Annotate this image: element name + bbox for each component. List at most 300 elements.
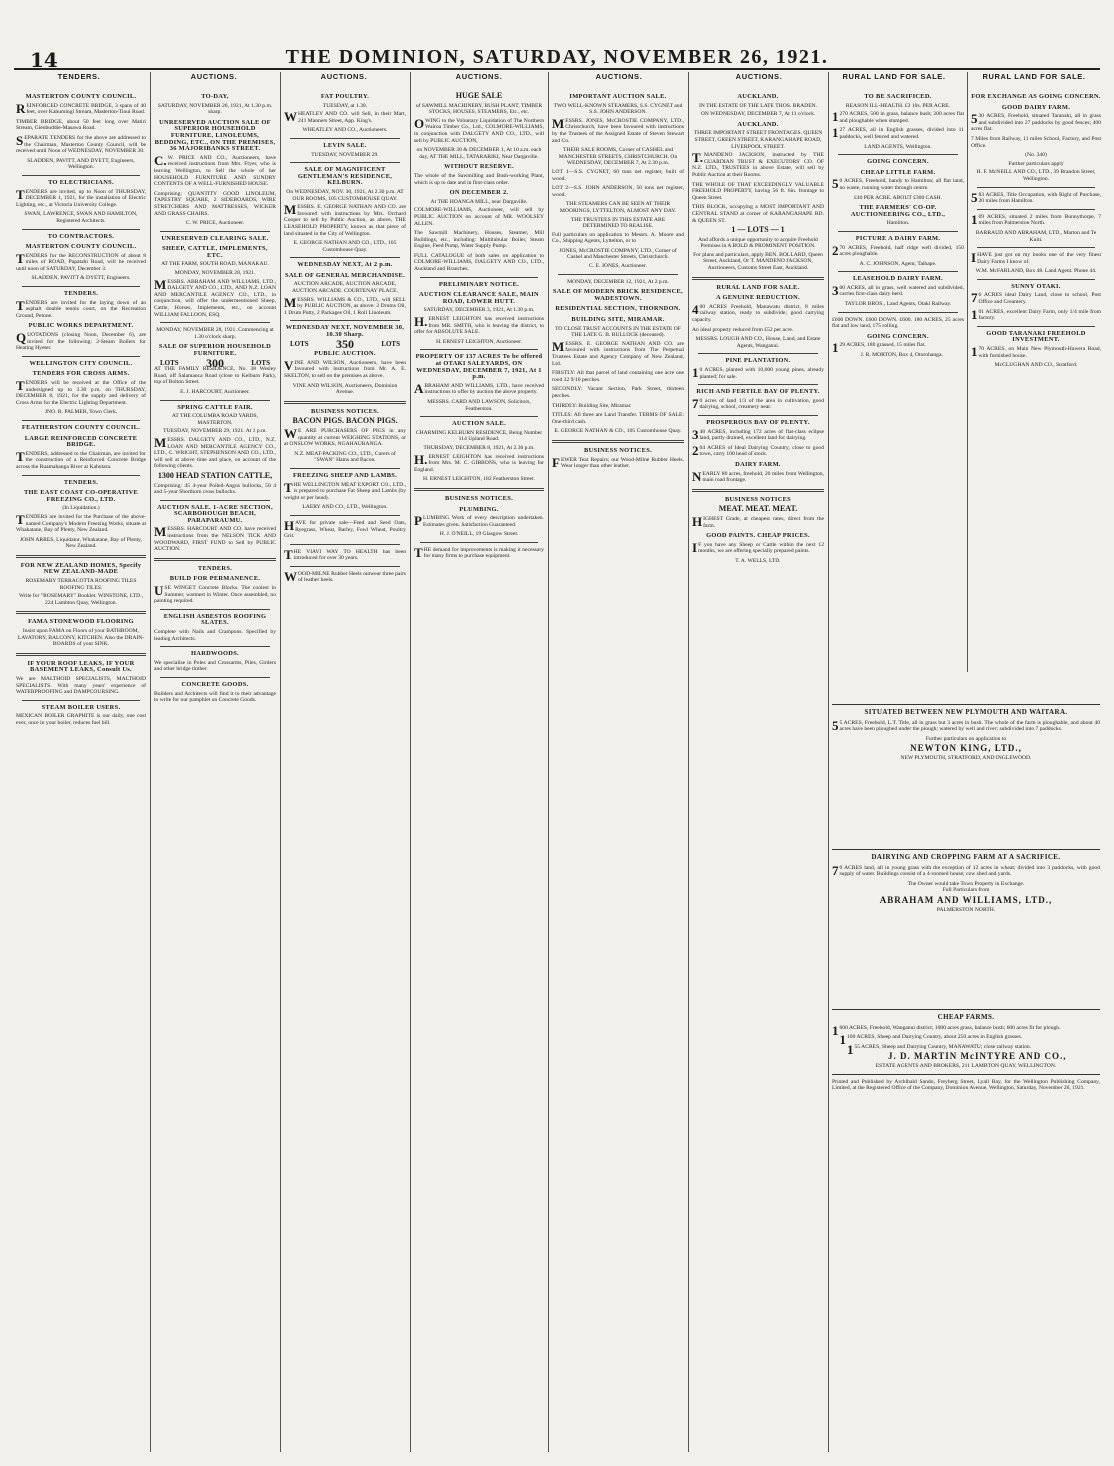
column-auctions-2 (284, 90, 406, 1450)
ad-text: Comprising: QUANTITY GOOD LINOLEUM, TAPESTRY SQUARE, 2 SIDEBOARDS, WIRE STRETCHERS AND MATTRESSES, WICKER AND GRASS CHAIRS. (154, 190, 276, 217)
ad-text: 1270 ACRES, 500 in grass, balance bush; 200 acres flat and ploughable when stumped. (832, 109, 964, 125)
section-head-rural-2: RURAL LAND FOR SALE. (982, 72, 1086, 81)
ad-heading: STEAM BOILER USERS. (41, 703, 121, 711)
ad-text: PALMERSTON NORTH. (936, 906, 996, 913)
ad-text: MONDAY, NOVEMBER 28, 1921. Commencing at 1.30 o'clock sharp. (156, 327, 274, 340)
ad-text: MESSRS. E. GEORGE NATHAN AND CO. are favoured with instructions from The Perpetual Trustees Estate and Agency Company of New Zealand, Ltd. (552, 338, 684, 367)
ad-heading: FAT POULTRY. (320, 93, 370, 100)
ad-display-line: BACON PIGS. BACON PIGS. (292, 416, 398, 426)
ad-heading: DAIRY FARM. (735, 460, 781, 468)
ad-heading: PRELIMINARY NOTICE. (438, 280, 520, 288)
divider (977, 279, 1095, 280)
ad-text: AT THE FARM, SOUTH ROAD, MANAKAU. (161, 261, 269, 268)
ad-text: Complete with Nails and Crampons. Specified by leading Architects. (154, 629, 276, 642)
ad-text: Further particulars apply (1008, 160, 1064, 167)
ad-text: 70 ACRES land, all in young grass with the exception of 12 acres in wheat; divided into 3 paddocks, with good supply of water. Buildings consist of a 4-roomed house; cow shed and yards. (832, 862, 1100, 878)
ad-text: THIRDLY: Building Site, Miramar. (552, 402, 632, 409)
column-rule (280, 72, 281, 1452)
ad-heading: BUSINESS NOTICES (724, 495, 792, 503)
lots-banner (154, 355, 276, 370)
divider (977, 326, 1095, 327)
ad-heading: ENGLISH ASBESTOS ROOFING SLATES. (163, 612, 267, 627)
ad-text: 55 ACRES, Freehold, L.T. Title, all in grass but 3 acres in bush. The whole of the farm is ploughable, and about 40 acres have been ploughed under the plough; watered by well and river; subdivided into 7 paddocks. (832, 717, 1100, 733)
divider (160, 400, 270, 401)
ad-heading: A GENUINE REDUCTION. (716, 294, 800, 302)
ad-text: NEARLY 80 acres, freehold, 20 miles from Wellington, main road frontage. (692, 468, 824, 484)
ad-text: 530 ACRES, Freehold, situated Taranaki, all in grass and subdivided into 27 paddocks by good fences; 400 acres flat. (971, 111, 1101, 133)
lots-label: LOTS (290, 339, 309, 348)
ad-text: TENDERS for the RECONSTRUCTION of about 8 miles of ROAD, Papatahi Road, will be received until noon of SATURDAY, December 3. (16, 250, 146, 272)
ad-text: MESSRS. DALGETY AND CO., LTD., N.Z. LOAN AND MERCANTILE AGENCY CO., LTD., C. WRIGHT, STEPHENSON AND CO., LTD., will sell at above time and place, on account of the following clients. (154, 434, 276, 470)
ad-display-line: ABRAHAM AND WILLIAMS, LTD., (879, 894, 1053, 905)
ad-heading: PINE PLANTATION. (725, 357, 791, 365)
ad-text: 50 ACRES, Freehold, handy to Hamilton; all flat land, no waste, running water through centre. (832, 176, 964, 192)
ad-heading: SHEEP, CATTLE, IMPLEMENTS, ETC. (162, 245, 268, 259)
divider (290, 320, 400, 321)
ad-text: 7 Miles from Railway, 11 miles School, Factory, and Post Office. (971, 135, 1101, 149)
ad-heading: GOING CONCERN. (867, 158, 929, 166)
ad-heading: SALE OF SUPERIOR HOUSEHOLD FURNITURE. (158, 343, 272, 357)
ad-signature: C. E. JONES, Auctioneer. (589, 263, 647, 270)
ad-heading: HARDWOODS. (191, 650, 239, 658)
ad-heading: GOOD DAIRY FARM. (1001, 103, 1071, 111)
ad-text: THIS BLOCK, occupying a MOST IMPORTANT AND CENTRAL STAND at corner of KARANGAHAPE RD. & QUEEN ST. (692, 204, 824, 224)
ad-heading: WITHOUT RESERVE. (444, 163, 514, 171)
ad-heading: BUILD FOR PERMANENCE. (169, 575, 261, 583)
divider (160, 500, 270, 501)
column-rural-1 (832, 90, 964, 690)
divider (160, 609, 270, 610)
divider (290, 468, 400, 469)
divider (977, 209, 1095, 210)
divider (838, 154, 958, 155)
divider (16, 653, 146, 656)
ad-heading: FOR NEW ZEALAND HOMES, Specify NEW ZEALAND-MADE (20, 561, 142, 576)
ad-heading: MASTERTON COUNTY COUNCIL. (25, 243, 137, 251)
ad-text: H.ERNEST LEIGHTON has received instructions from MR. SMITH, who is leaving the district, to offer for ABSOLUTE SALE. (414, 314, 544, 336)
section-head-tenders: TENDERS. (57, 72, 101, 81)
divider (22, 356, 140, 357)
ad-text: Further particulars on application to (925, 735, 1007, 742)
ad-text: THE STEAMERS CAN BE SEEN AT THEIR MOORINGS, LYTTELTON, ALMOST ANY DAY. (559, 201, 677, 214)
ad-heading: TO CONTRACTORS. (47, 232, 115, 240)
ad-heading: PLUMBING. (459, 505, 499, 513)
ad-text: TUESDAY, NOVEMBER 29. (311, 151, 379, 158)
ad-signature: JNO. R. PALMER, Town Clerk. (44, 409, 118, 416)
ad-text: MESSRS. JONES, McCROSTIE COMPANY, LTD., Christchurch, have been favoured with instructions by the Trustees of the Assigned Estate of Steven Stewart and Co. (552, 115, 684, 144)
divider (290, 257, 400, 258)
divider (698, 415, 818, 416)
ad-heading: PUBLIC AUCTION. (314, 350, 376, 358)
ad-heading: BUILDING SITE, MIRAMAR. (571, 316, 665, 324)
divider (160, 231, 270, 232)
ad-signature: A. C. JOHNSON, Agent, Taihape. (859, 260, 937, 267)
lots-count: 300 (206, 355, 224, 370)
ad-text: TENDERS, addressed to the Chairman, are invited for the construction of a Reinforced Concrete Bridge across the Ruamahanga River at Kahutara. (16, 448, 146, 470)
ad-text: (No. 340) (1025, 152, 1047, 159)
divider (16, 611, 146, 614)
ad-text: HIGHEST Grade, at cheapest rates, direct from the farm. (692, 513, 824, 529)
ad-signature: E. GEORGE NATHAN AND CO., LTD., 105 Customhouse Quay. (293, 240, 397, 253)
lots-banner: 1 — LOTS — 1 (731, 225, 785, 235)
divider (22, 420, 140, 421)
ad-heading: TO-DAY, (201, 93, 229, 100)
ad-signature: MESSRS. LOUGH AND CO., House, Land, and Estate Agents, Wanganui. (695, 336, 821, 349)
divider (832, 849, 1100, 850)
ad-text: ABRAHAM AND WILLIAMS, LTD., have received instructions to offer by auction the above property. (414, 380, 544, 396)
divider (22, 475, 140, 476)
divider (832, 1074, 1100, 1075)
ad-heading: LEASEHOLD DAIRY FARM. (852, 275, 944, 283)
ad-heading: PUBLIC WORKS DEPARTMENT. (28, 322, 134, 330)
ad-text: IN THE ESTATE OF THE LATE THOS. BRADEN. (698, 102, 818, 109)
ad-text: 270 ACRES, Freehold, half ridge well divided, 150 acres ploughable. (832, 242, 964, 258)
ad-heading: AUCKLAND. (737, 93, 779, 100)
section-head-auctions-5: AUCTIONS. (735, 72, 783, 81)
ad-text: REASON ILL-HEALTH. £3 10s. PER ACRE. (845, 102, 951, 109)
divider (290, 162, 400, 163)
ad-heading: AUCKLAND. (737, 120, 779, 128)
ad-text: MEXICAN BOILER GRAPHITE is our daily, one cost ever, once in your boiler, reduces fuel bill. (16, 713, 146, 726)
ad-heading: SALE OF MAGNIFICENT GENTLEMAN'S RESIDENCE, KELBURN. (297, 166, 393, 187)
ad-text: On WEDNESDAY, NOV. 30, 1921, At 2.30 p.m. AT OUR ROOMS, 105 CUSTOMHOUSE QUAY. (286, 188, 404, 202)
ad-heading: CHEAP FARMS. (937, 1013, 995, 1021)
ad-text: THE VIAVI WAY TO HEALTH has been introduced for over 30 years. (284, 546, 406, 562)
ad-text: 10 ACRES, planted with 10,000 young pines, already planted; for sale. (692, 365, 824, 380)
page-number: 14 (30, 48, 58, 72)
ad-heading: BUSINESS NOTICES. (584, 446, 652, 454)
ad-text: We are MALTHOID SPECIALISTS, MALTHOID SPECIALISTS. With many years' experience of WATERPROOFING and DAMPCOURSING. (16, 676, 146, 696)
ad-text: 204 ACRES of Ideal Dairying Country, close to good town, carry 100 head of stock. (692, 442, 824, 458)
ad-text: The whole of the Sawmilling and Bush-working Plant, which is up to date and in first-class order. (414, 172, 544, 186)
ad-signature: VINE AND WILSON, Auctioneers, Dominion Avenue. (292, 382, 398, 396)
ad-text: COLMORE-WILLIAMS, Auctioneer, will sell by PUBLIC AUCTION on account of MR. WOOLSEY ALLEN. (414, 207, 544, 227)
ad-display-line: HUGE SALE (455, 91, 503, 100)
ad-heading: TO BE SACRIFICED. (864, 93, 932, 100)
ad-text: AT THE COLUMBA ROAD YARDS, MASTERTON. (171, 413, 259, 426)
ad-heading: TENDERS. (63, 478, 99, 486)
divider (692, 489, 824, 492)
ad-heading: FREEZING SHEEP AND LAMBS. (292, 471, 398, 479)
ad-text: 400 ACRES Freehold, Manawatu district, 8 miles railway station, ready to subdivide; good carrying capacity. (692, 301, 824, 324)
ad-heading: UNRESERVED CLEARING SALE. (161, 234, 269, 242)
ad-text: MESSRS. HARCOURT AND CO. have received instructions from the NELSON TICK AND WOODWARD, FIRST FUND to Sell by PUBLIC AUCTION. (154, 524, 276, 553)
ad-heading: UNRESERVED AUCTION SALE OF SUPERIOR HOUSEHOLD FURNITURE, LINOLEUMS, BEDDING, ETC., ON THE PREMISES, 36 MAJORIBANKS STREET. (154, 118, 276, 153)
ad-text: 169 ACRES, situated 2 miles from Bunnythorpe, 7 miles from Palmerston North. (971, 211, 1101, 227)
ad-heading: BUSINESS NOTICES. (311, 407, 379, 415)
ad-text: ROSEMARY TERRACOTTA ROOFING TILES ROOFING TILES. (25, 578, 137, 591)
ad-text: 127 ACRES, all in English grasses, divided into 11 paddocks, well fenced and watered. (832, 125, 964, 141)
ad-text: LOT 2—S.S. JOHN ANDERSON, 50 tons net register, wood. (552, 185, 684, 198)
ad-text: TENDERS are invited, up to Noon of THURSDAY, DECEMBER 1, 1921, for the installation of Electric Lighting, etc., at Victoria University College. (16, 186, 146, 208)
ad-text: NEW PLYMOUTH, STRATFORD, AND INGLEWOOD. (900, 754, 1032, 761)
ad-text: 101 ACRES, excellent Dairy Farm, only 1/4 mile from factory. (971, 306, 1101, 322)
ad-signature: MESSRS. CARD AND LAWSON, Solicitors, Featherston. (427, 398, 531, 412)
ad-heading: GOOD TARANAKI FREEHOLD INVESTMENT. (986, 329, 1086, 344)
ad-text: TO CLOSE TRUST ACCOUNTS IN THE ESTATE OF THE LATE G. B. BULLOCK (deceased). (555, 325, 681, 339)
ad-heading: THE EAST COAST CO-OPERATIVE FREEZING CO., LTD. (23, 489, 139, 503)
ad-newton-king (832, 700, 1100, 835)
ad-text: Hamilton. (886, 220, 910, 227)
ad-display-line: J. D. MARTIN McINTYRE AND CO., (888, 1051, 1067, 1062)
ad-heading: ON DECEMBER 2. (449, 189, 509, 197)
ad-signature: E. GEORGE NATHAN & CO., 105 Customhouse Quay. (554, 428, 682, 435)
ad-text: WOOD-MILNE Rubber Heels outwear three pairs of leather heels. (284, 568, 406, 584)
ad-text: IHAVE just got on my books one of the very finest Dairy Farms I know of. (971, 250, 1101, 266)
ad-heading: CONCRETE GOODS. (181, 680, 249, 688)
ad-text: Builders and Architects will find it to their advantage to write for our pamphlet on Concrete Goods. (154, 690, 276, 704)
ad-heading: RURAL LAND FOR SALE. (716, 283, 800, 291)
ad-text: IF you have any Sheep or Cattle within the next 12 months, we are offering specially prepared paints. (692, 539, 824, 555)
ad-text: TITLES: All three are Land Transfer. TERMS OF SALE: One-third cash. (552, 412, 684, 425)
ad-heading: SALE OF MODERN BRICK RESIDENCE, WADESTOWN. (553, 288, 683, 302)
ad-heading: SALE OF GENERAL MERCHANDISE. (284, 271, 406, 279)
ad-text: LOT 1—S.S. CYGNET, 60 tons net register, built of wood. (552, 168, 684, 182)
ad-text: TWO WELL-KNOWN STEAMERS, S.S. CYGNET and S.S. JOHN ANDERSON. (553, 102, 683, 116)
ad-signature: C. W. PRICE, Auctioneer. (185, 220, 245, 227)
divider (698, 353, 818, 354)
ad-heading: AUCTION SALE. 1-ACRE SECTION, SCARBOROUGH BEACH, PARAPARAUMU. (157, 503, 273, 524)
divider (16, 555, 146, 558)
ad-text: At THE HOANGA MILL, near Dargaville. (430, 198, 528, 205)
ad-text: SATURDAY, DECEMBER 3, 1921, At 1.30 p.m. (423, 307, 535, 314)
column-auctions-3 (414, 90, 544, 1450)
ad-signature: McCLUGHAN AND CO., Stratford. (994, 362, 1078, 369)
ad-text: SECONDLY: Vacant Section, Park Street, thirteen perches. (552, 386, 684, 399)
column-rule (828, 72, 829, 1452)
divider (558, 274, 678, 275)
ad-text: Full Particulars from (942, 887, 990, 894)
ad-text: (In Liquidation.) (62, 505, 100, 512)
ad-signature: JOHN ARRES, Liquidator, Whakatane, Bay of Plenty, New Zealand. (19, 536, 143, 550)
ad-signature: WHEATLEY AND CO., Auctioneers. (302, 127, 388, 134)
ad-text: THE WHOLE OF THAT EXCEEDINGLY VALUABLE FREEHOLD PROPERTY, having 56 ft. 6in. frontage to Queen Street. (692, 181, 824, 201)
column-auctions-5 (692, 90, 824, 1450)
section-head-auctions-1: AUCTIONS. (190, 72, 238, 81)
ad-heading: FAMA STONEWOOD FLOORING (28, 618, 134, 626)
divider (22, 229, 140, 230)
ad-text: FULL CATALOGUE of both sales on application to COLMORE-WILLIAMS, DALGETY AND CO., LTD., Auckland and Branches. (414, 252, 544, 273)
ad-text: MONDAY, DECEMBER 12, 1921, At 2 p.m. (567, 278, 669, 285)
ad-signature: JONES, McCROSTIE COMPANY, LTD., Corner of Cashel and Manchester Streets, Christchurch. (559, 247, 677, 261)
lots-label: LOTS (251, 358, 270, 367)
ad-signature: LAND AGENTS, Wellington. (864, 143, 932, 150)
ad-text: THE demand for improvements is making it necessary for many firms to purchase equipment. (414, 544, 544, 560)
ad-signature: W.M. McFARLAND, Box 48. Land Agent. Phone 44. (975, 268, 1097, 275)
divider (414, 488, 544, 491)
ad-heading: PICTURE A DAIRY FARM. (855, 234, 941, 242)
ad-text: THREE IMPORTANT STREET FRONTAGES. QUEEN STREET, GREEN STREET, KARANGAHAPE ROAD, LIVERPOOL STREET. (693, 130, 823, 150)
ad-heading: AUCTION SALE. (452, 420, 506, 428)
ad-heading: RICH AND FERTILE BAY OF PLENTY. (696, 388, 820, 396)
column-rule (688, 72, 689, 1452)
ad-abraham-williams (832, 845, 1100, 995)
ad-text: TENDERS are invited for the laying down of an asphalt double tennis court, on the Recreation Ground, Petone. (16, 297, 146, 319)
divider (420, 277, 538, 278)
newspaper-title: THE DOMINION, SATURDAY, NOVEMBER 26, 1921. (285, 46, 829, 68)
ad-text: The Owner would take Town Property in Exchange. (907, 880, 1025, 887)
ad-signature: H. J. O'NEILL, 19 Glasgow Street. (439, 531, 519, 538)
ad-heading: SUNNY OTAKI. (1011, 282, 1061, 290)
ad-text: VINE AND WILSON, Auctioneers, have been favoured with instructions from Mr. A. E. SKELTON, to sell on the premises as above. (284, 357, 406, 379)
divider (420, 542, 538, 543)
ad-display-line: MEAT. MEAT. MEAT. (718, 504, 798, 514)
ad-text: 583 ACRES, Title Occupation, with Right of Purchase, 20 miles from Hamilton. (971, 189, 1101, 205)
ad-heading: BUSINESS NOTICES. (445, 494, 513, 502)
ad-text: TIMBER BRIDGE, about 50 feet long over Matiri Stream, Glenbuddie-Masawa Road. (16, 118, 146, 132)
ad-text: TENDERS are invited for the Purchase of the above-named Company's Modern Freezing Works, situate at Whakatane, Bay of Plenty, New Zealand. (16, 511, 146, 534)
ad-heading: SPRING CATTLE FAIR. (177, 403, 253, 411)
ad-heading: PROSPEROUS BAY OF PLENTY. (706, 418, 810, 426)
divider (160, 677, 270, 678)
column-rule (548, 72, 549, 1452)
divider (290, 566, 400, 567)
ad-text: 76 ACRES ideal Dairy Land, close to school, Post Office and Creamery. (971, 290, 1101, 306)
ad-text: HAVE for private sale—Feed and Seed Oats, Ryegrass, Wheat, Barley, Fowl Wheat, Poultry Grit. (284, 517, 406, 540)
ad-text: AT THE FAMILY RESIDENCE, No. 38 Wesley Road, off Salamanca Road (close to Kelburn Park), top of Bolton Street. (154, 366, 276, 386)
ad-signature: TAYLOR BROS., Land Agents, Otaki Railway. (844, 301, 952, 308)
ad-text: And affords a unique opportunity to acquire Freehold Premises in A BOLD & PROMINENT POSITION. (698, 236, 818, 250)
printer-imprint: Printed and Published by Archibald Sando, Freyberg Street, Lyall Bay, for the Wellington Publishing Company, Limited, at the Registered Office of the Company, Dominion Avenue, Wellington, Saturday, November 26, 1921. (832, 1078, 1100, 1092)
ad-text: C.W. PRICE AND CO., Auctioneers, have received instructions from Mrs. Fryer, who is leaving Wellington, to Sell the whole of her HOUSEHOLD FURNITURE AND SUNDRY CONTENTS OF A WELL-FURNISHED HOUSE. (154, 152, 276, 188)
divider (290, 515, 400, 516)
ad-cheap-farms (832, 1005, 1100, 1205)
ad-text: FEWER Tear Repairs; our Wood-Milne Rubber Heels. Wear longer than other leather. (552, 454, 684, 470)
ad-text: ON WEDNESDAY, DECEMBER 7, At 11 o'clock. (700, 111, 816, 118)
ad-signature: For plans and particulars, apply BEN. BOLLARD, Queen Street, Auckland, Or T. MANDENO JACKSON, Auctioneers, Customs Street East, Auckland. (693, 251, 823, 272)
ad-text: AUCTION ARCADE, AUCTION ARCADE, AUCTION ARCADE. COURTENAY PLACE. (291, 281, 398, 295)
column-auctions-1 (154, 90, 276, 1450)
ad-text: OWING to the Voluntary Liquidation of The Northern Wairoa Timber Co., Ltd., COLMORE-WILLIAMS, in conjunction with DALGETY AND CO., LTD., will sell by PUBLIC AUCTION, (414, 115, 544, 144)
ad-text: THE WELLINGTON MEAT EXPORT CO., LTD., is prepared to purchase Fat Sheep and Lambs (by weight or per head). (284, 479, 406, 501)
ad-text: MESSRS. WILLIAMS & CO., LTD., will SELL by PUBLIC AUCTION, as above: 2 Drums Oil, 1 Drum Putty, 2 Packages Oil, 1 Roll Linoleum. (284, 294, 406, 316)
ad-heading: PROPERTY OF 137 ACRES To be offered at OTAKI SALEYARDS, ON WEDNESDAY, DECEMBER 7, 1921, At 1 p.m. (415, 353, 543, 381)
divider (22, 175, 140, 176)
ad-text: 348 ACRES, including 172 acres of flat-class eclipse land, partly drained, excellent land for dairying. (692, 426, 824, 442)
section-head-auctions-2: AUCTIONS. (320, 72, 368, 81)
ad-text: N.Z. MEAT-PACKING CO., LTD., Curers of "SWAN" Hams and Bacon. (294, 450, 396, 464)
ad-heading: LEVIN SALE. (323, 141, 367, 149)
ad-text: H.ERNEST LEIGHTON has received instructions from Mrs. M. C. GIBBONS, who is leaving for England. (414, 451, 544, 473)
ad-heading: FEATHERSTON COUNTY COUNCIL. (21, 423, 141, 431)
ad-heading: WELLINGTON CITY COUNCIL. (29, 359, 133, 367)
lots-label: LOTS (381, 339, 400, 348)
ad-text: USE WINGET Concrete Blocks. The coolest in Summer, warmest in Winter. Once assembled, no painting required. (154, 583, 276, 605)
ad-text: SATURDAY, NOVEMBER 26, 1921, At 1.30 p.m. sharp. (157, 102, 273, 116)
ad-text: TUESDAY, NOVEMBER 29, 1921. At 1 p.m. (163, 428, 267, 435)
lots-banner (284, 336, 406, 351)
ad-text: 129 ACRES, 180 grassed, 15 miles flat. (832, 340, 926, 356)
column-tenders (16, 90, 146, 1450)
ad-text: CHARMING KELBURN RESIDENCE, Being Number 114 Upland Road. (415, 429, 543, 443)
column-rural-2 (971, 90, 1101, 690)
ad-heading: GOOD PAINTS. CHEAP PRICES. (706, 532, 810, 540)
divider (838, 312, 958, 313)
divider (977, 247, 1095, 248)
ad-text: 170 ACRES, on Main New Plymouth-Hawera Road, with furnished house. (971, 344, 1101, 360)
divider (838, 231, 958, 232)
divider (832, 704, 1100, 705)
divider (154, 558, 276, 561)
ad-heading: TO ELECTRICIANS. (48, 178, 114, 186)
ad-text: T.MANDENO JACKSON, instructed by THE GUARDIAN TRUST & EXECUTORS' CO. OF N.Z. LTD., TRUSTEES in above Estate, will sell by Public Auction at their Rooms. (692, 150, 824, 178)
section-head-auctions-4: AUCTIONS. (595, 72, 643, 81)
ad-signature: J. R. MORTON, Box 4, Otorohanga. (860, 352, 943, 359)
ad-text: MESSRS. ABRAHAM AND WILLIAMS, LTD., DALGETY AND CO., LTD., AND N.Z. LOAN AND MERCANTILE AGENCY CO., LTD., in conjunction, will offer the undermentioned Sheep, Cattle, Horses, Implements, etc., on account WILLIAM FALLOON, ESQ. (154, 276, 276, 318)
ad-signature: E. J. HARCOURT, Auctioneer. (180, 388, 250, 395)
ad-text: The Sawmill Machinery, Houses, Steamer, Mill Buildings, etc., including: Multitubular Boiler, Steam Engine, Feed Pump, Water Supply Pump. (414, 230, 544, 250)
ad-text: THEIR SALE ROOMS, Corner of CASHEL and MANCHESTER STREETS, CHRISTCHURCH. On WEDNESDAY, DECEMBER 7, At 2.30 p.m. (558, 147, 678, 167)
divider (977, 187, 1095, 188)
ad-text: £600 DOWN. £600 DOWN. £600. 180 ACRES, 25 acres flat and low land, 175 rolling. (832, 316, 964, 330)
ad-text: Comprising: 45 4-year Polled-Angus bullocks, 50 4 and 5-year Shorthorn cross bullocks. (154, 482, 276, 496)
ad-text: WE ARE PURCHASERS OF PIGS in any quantity at current WEIGHING STATIONS, or at ONSLOW WORKS, NGAHAURANGA. (284, 425, 406, 448)
ad-heading: LARGE REINFORCED CONCRETE BRIDGE. (24, 434, 138, 449)
divider (420, 416, 538, 417)
ad-signature: H. ERNEST LEIGHTON, 182 Featherston Street. (423, 476, 535, 483)
ad-text: An ideal property reduced from £52 per acre. (692, 326, 794, 333)
ad-text: WHEATLEY AND CO. will Sell, in their Mart, 241 Manners Street, App. King's. (284, 109, 406, 125)
ad-heading: GOING CONCERN. (867, 332, 929, 340)
divider (692, 277, 824, 280)
section-head-rural-1: RURAL LAND FOR SALE. (842, 72, 946, 81)
ad-heading: SITUATED BETWEEN NEW PLYMOUTH AND WAITARA. (864, 708, 1068, 716)
ad-text: QUOTATIONS (closing Noon, December 6), are invited for the following: 2-Steam Boilers for Heating Hyeter. (16, 330, 146, 352)
ad-signature: LAERY AND CO., LTD., Wellington. (302, 504, 388, 511)
ad-heading: AUCTION CLEARANCE SALE, MAIN ROAD, LOWER HUTT. (419, 291, 539, 305)
ad-text: £40 PER ACRE. ABOUT £300 CASH. (853, 194, 942, 201)
ad-heading: MASTERTON COUNTY COUNCIL. (25, 93, 137, 100)
column-auctions-4 (552, 90, 684, 1450)
section-headers (14, 72, 1100, 86)
ad-text: 1100 ACRES, Sheep and Dairying Country, about 250 acres in English grasses. (839, 1032, 1023, 1048)
ad-display-line: 1300 HEAD STATION CATTLE, (157, 470, 273, 480)
ad-text: 155 ACRES, Sheep and Dairying Country, MANAWATU; close railway station. (847, 1041, 1032, 1057)
ad-text: PLUMBING Work of every description undertaken. Estimates given. Satisfaction Guaranteed. (414, 513, 544, 529)
ad-heading: CHEAP LITTLE FARM. (860, 168, 936, 176)
ad-text: THE TRUSTEES IN THIS ESTATE ARE DETERMINED TO REALISE. (570, 216, 666, 230)
ad-heading: TENDERS. (197, 564, 233, 572)
ad-text: ESTATE AGENTS AND BROKERS, 211 LAMBTON QUAY, WELLINGTON. (875, 1062, 1057, 1069)
ad-text: on NOVEMBER 30 & DECEMBER 1, At 10 a.m. each day, AT THE MILL, TATARARIKI, Near Dargaville. (416, 147, 542, 160)
divider (832, 1009, 1100, 1010)
ad-heading: TENDERS FOR CROSS ARMS. (32, 370, 130, 378)
ad-text: MONDAY, NOVEMBER 28, 1921. (174, 270, 256, 277)
ad-text: THURSDAY, DECEMBER 8, 1921, At 2.30 p.m. (423, 444, 535, 451)
ad-heading: DAIRYING AND CROPPING FARM AT A SACRIFICE. (871, 853, 1061, 861)
section-head-auctions-3: AUCTIONS. (455, 72, 503, 81)
column-rule (967, 72, 968, 672)
divider (698, 384, 818, 385)
column-rule (150, 72, 151, 1452)
ad-heading: IMPORTANT AUCTION SALE. (569, 93, 667, 100)
ad-text: We specialise in Poles and Crossarms, Piles, Girders and other bridge timber. (154, 659, 276, 673)
divider (284, 401, 406, 404)
ad-text: SEPARATE TENDERS for the above are addressed to the Chairman, Masterton County Council, will be received until Noon of WEDNESDAY, NOVEMBER 30. (16, 132, 146, 155)
divider (290, 544, 400, 545)
lots-label: LOTS (160, 358, 179, 367)
ad-signature: SLADDEN, PAVITT, AND DYETT, Engineers, Wellington. (27, 157, 135, 171)
ad-text: of SAWMILL MACHINERY, BUSH PLANT, TIMBER STOCKS, HOUSES, STEAMERS, Etc., etc. (415, 102, 543, 116)
ad-signature: H. ERNEST LEIGHTON, Auctioneer. (436, 338, 522, 345)
column-rule (410, 72, 411, 1452)
ad-heading: THE FARMERS' CO-OP. AUCTIONEERING CO., LTD., (850, 204, 946, 218)
ad-heading: WEDNESDAY NEXT, NOVEMBER 30, 10.30 Sharp. (285, 324, 405, 339)
ad-text: 70 acres of land 1/3 of the area in cultivation, good dairying, school, creamery near. (692, 395, 824, 411)
ad-signature: H. F. McNEILL AND CO., LTD., 39 Brandon Street, Wellington. (976, 169, 1096, 182)
ad-heading: FOR EXCHANGE AS GOING CONCERN. (971, 93, 1101, 100)
lots-count: 350 (336, 336, 354, 351)
